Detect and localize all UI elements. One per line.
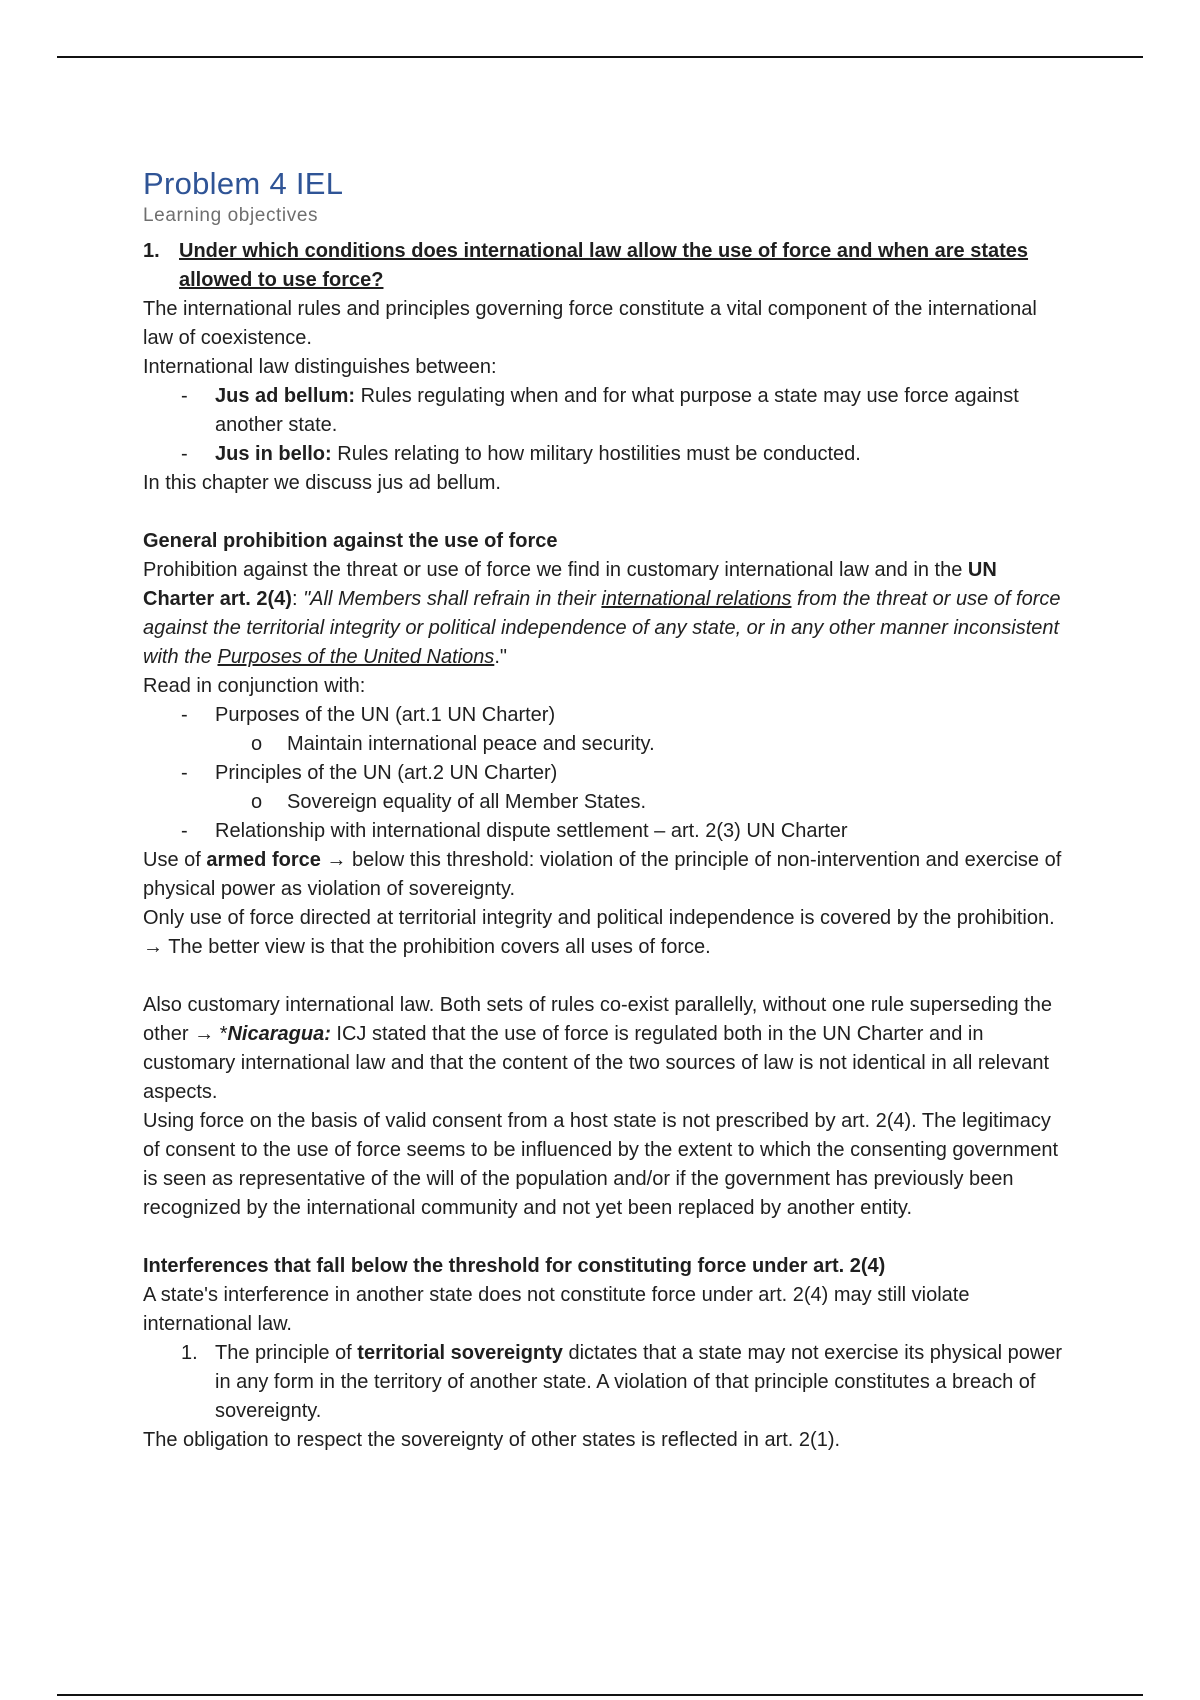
dash-marker: -: [181, 820, 188, 842]
territorial-sovereignty-term: territorial sovereignty: [357, 1342, 563, 1364]
heading-interferences: Interferences that fall below the threshold for constituting force under art. 2(4): [143, 1255, 886, 1277]
principles-text: Principles of the UN (art.2 UN Charter): [215, 762, 558, 784]
distinguishes-paragraph: International law distinguishes between:: [143, 356, 497, 378]
sovereignty-text: dictates that a state may not exercise its physical power in any form in the territory of another state. A violation of that principle constitutes a breach of sovereignty.: [215, 1342, 1063, 1422]
sub-marker: o: [251, 791, 263, 813]
dash-marker: -: [181, 762, 188, 784]
nicaragua-case: Nicaragua:: [227, 1023, 331, 1045]
prohibition-paragraph: [143, 556, 1063, 672]
sovereignty-text: The principle of: [215, 1342, 358, 1364]
arrow-icon: →: [320, 849, 347, 871]
armed-force-paragraph: [143, 846, 1063, 904]
sub-item-peace: [143, 730, 1063, 759]
list-item-principles: [143, 759, 1063, 788]
document-subtitle: Learning objectives: [143, 205, 319, 226]
quote-part: "All Members shall refrain in their: [303, 588, 602, 610]
chapter-paragraph: In this chapter we discuss jus ad bellum.: [143, 472, 501, 494]
consent-paragraph: Using force on the basis of valid consent from a host state is not prescribed by art. 2(4). The legitimacy of consent to the use of force seems to be influenced by the extent to which the consenting government is seen as representative of the will of the population and/or if the government has previously been recognized by the international community and not yet been replaced by another entity.: [143, 1110, 1059, 1219]
document-title: Problem 4 IEL: [143, 166, 344, 201]
dash-marker: -: [181, 704, 188, 726]
number-marker: 1.: [181, 1342, 198, 1364]
quote-end: .": [494, 646, 507, 668]
term-jus-ad-bellum: Jus ad bellum:: [215, 385, 356, 407]
sub-marker: o: [251, 733, 263, 755]
prohibition-text: Prohibition against the threat or use of force we find in customary international law and in the: [143, 559, 968, 581]
customary-text: ICJ stated that the use of force is regulated both in the UN Charter and in customary international law and that the content of the two sources of law is not identical in all relevant aspects.: [143, 1023, 1050, 1103]
list-item-relationship: [143, 817, 1063, 846]
peace-text: Maintain international peace and security.: [287, 733, 655, 755]
customary-text: Also customary international law. Both sets of rules co-exist parallelly, without one rule superseding the other → *: [143, 994, 1052, 1045]
customary-paragraph: [143, 991, 1063, 1107]
colon: :: [291, 588, 304, 610]
armed-text: Use of: [143, 849, 207, 871]
footer-rule: [57, 1694, 1143, 1696]
list-item-jus-in-bello: [143, 440, 1063, 469]
spacer: [143, 962, 1063, 991]
jus-in-bello-text: Rules relating to how military hostilities must be conducted.: [331, 443, 861, 465]
armed-force-term: armed force: [206, 849, 321, 871]
quote-underline: international relations: [601, 588, 792, 610]
question-1: [143, 237, 1063, 295]
list-item-jus-ad-bellum: [143, 382, 1063, 440]
un-charter-reference: UN Charter art. 2(4): [143, 559, 997, 610]
dash-marker: -: [181, 385, 188, 407]
term-jus-in-bello: Jus in bello:: [215, 443, 332, 465]
list-item-purposes: [143, 701, 1063, 730]
relationship-text: Relationship with international dispute settlement – art. 2(3) UN Charter: [215, 820, 848, 842]
question-text: Under which conditions does international law allow the use of force and when are states allowed to use force?: [179, 240, 1029, 291]
only-use-paragraph: Only use of force directed at territorial integrity and political independence is covered by the prohibition. → The better view is that the prohibition covers all uses of force.: [143, 907, 1055, 958]
jus-ad-bellum-text: Rules regulating when and for what purpose a state may use force against another state.: [215, 385, 1019, 436]
equality-text: Sovereign equality of all Member States.: [287, 791, 647, 813]
question-number: 1.: [143, 240, 160, 262]
dash-marker: -: [181, 443, 188, 465]
quote-underline: Purposes of the United Nations: [217, 646, 495, 668]
purposes-text: Purposes of the UN (art.1 UN Charter): [215, 704, 556, 726]
heading-general-prohibition: General prohibition against the use of force: [143, 530, 558, 552]
numbered-item-territorial-sovereignty: [143, 1339, 1063, 1426]
header-rule: [57, 56, 1143, 58]
interference-paragraph: A state's interference in another state does not constitute force under art. 2(4) may still violate international law.: [143, 1284, 970, 1335]
obligation-paragraph: The obligation to respect the sovereignty of other states is reflected in art. 2(1).: [143, 1429, 841, 1451]
sub-item-equality: [143, 788, 1063, 817]
intro-paragraph: The international rules and principles governing force constitute a vital component of the international law of coexistence.: [143, 298, 1037, 349]
armed-text: below this threshold: violation of the principle of non-intervention and exercise of physical power as violation of sovereignty.: [143, 849, 1062, 900]
quote-part: from the threat or use of force against the territorial integrity or political independence of any state, or in any other manner inconsistent with the: [143, 588, 1061, 668]
read-conjunction: Read in conjunction with:: [143, 675, 366, 697]
document-page: [143, 165, 1063, 1455]
